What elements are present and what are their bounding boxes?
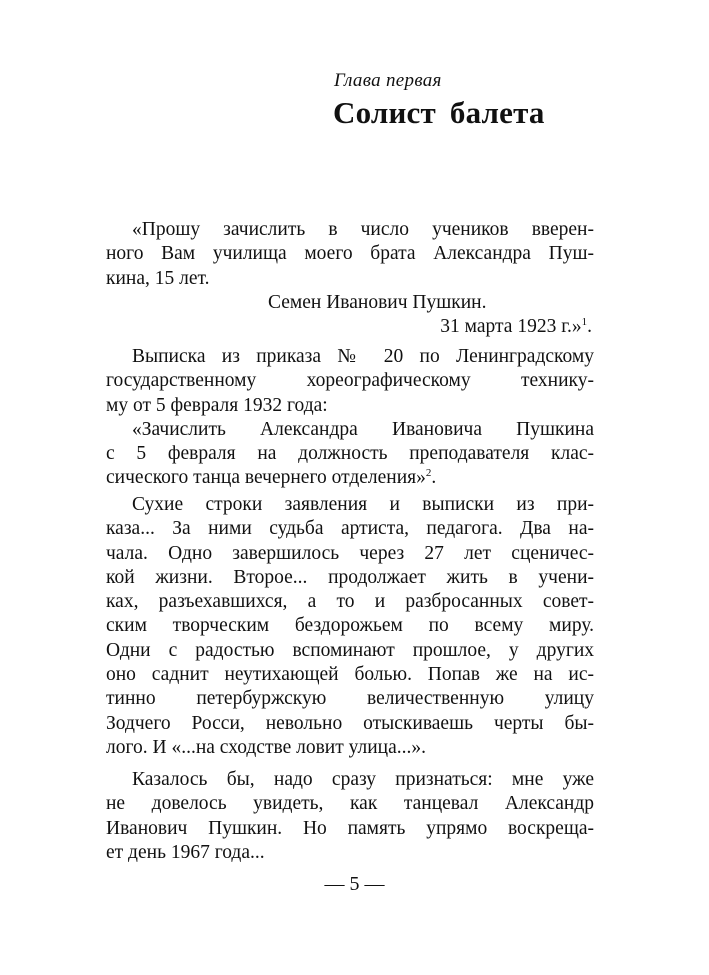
footnote-mark: 1 bbox=[581, 316, 588, 329]
signature-date-line: 31 марта 1923 г.»$^1$. bbox=[440, 316, 592, 338]
order-excerpt bbox=[106, 345, 594, 491]
text-line: тинно петербуржскую величественную улицу bbox=[106, 688, 594, 710]
text-line: «Зачислить Александра Ивановича Пушкина bbox=[132, 418, 594, 440]
text-line: ет день 1967 года... bbox=[106, 841, 265, 863]
text-line: чала. Одно завершилось через 27 лет сценичес- bbox=[106, 542, 594, 564]
text-line-with-note: сического танца вечернего отделения»$^2$. bbox=[106, 467, 437, 489]
text-line: Выписка из приказа № 20 по Ленинградскому bbox=[132, 346, 594, 367]
chapter-title: Солист балета bbox=[333, 95, 545, 130]
text-line: кой жизни. Второе... продолжает жить в учени- bbox=[106, 566, 594, 588]
text-line: ках, разъехавшихся, а то и разбросанных совет- bbox=[106, 591, 594, 613]
text-line: Казалось бы, надо сразу признаться: мне уже bbox=[132, 769, 594, 790]
signature-date: 31 марта 1923 г.» bbox=[440, 316, 582, 338]
text-line: лого. И «...на сходстве ловит улица...». bbox=[106, 736, 427, 758]
text-line: ного Вам училища моего брата Александра Пуш- bbox=[106, 243, 594, 265]
text-line: Зодчего Росси, невольно отыскиваешь черты бы- bbox=[106, 712, 594, 734]
text-line: «Прошу зачислить в число учеников вверен- bbox=[132, 219, 594, 240]
text-line: ским творческим бездорожьем по всему миру. bbox=[106, 615, 594, 637]
text-line: Иванович Пушкин. Но память упрямо воскреща- bbox=[106, 817, 594, 839]
chapter-label: Глава первая bbox=[334, 70, 442, 91]
text-line: каза... За ними судьба артиста, педагога. Два на- bbox=[106, 518, 594, 540]
text-line: не довелось увидеть, как танцевал Александр bbox=[106, 793, 594, 815]
petition-quote bbox=[106, 218, 594, 339]
body-paragraph bbox=[106, 493, 594, 760]
body-paragraph bbox=[106, 768, 594, 865]
text-line: кина, 15 лет. bbox=[106, 267, 210, 289]
text-line: с 5 февраля на должность преподавателя клас- bbox=[106, 443, 594, 465]
signature-name: Семен Иванович Пушкин. bbox=[268, 291, 487, 313]
text-line: му от 5 февраля 1932 года: bbox=[106, 394, 328, 416]
text-line: оно саднит неутихающей болью. Попав же на ис- bbox=[106, 664, 594, 686]
text-line: государственному хореографическому технику- bbox=[106, 370, 594, 392]
text-line: сического танца вечернего отделения» bbox=[106, 467, 426, 489]
text-line: Сухие строки заявления и выписки из при- bbox=[132, 494, 594, 515]
text-line: Одни с радостью вспоминают прошлое, у других bbox=[106, 639, 594, 661]
page-number: — 5 — bbox=[324, 873, 385, 895]
footnote-mark: 2 bbox=[425, 467, 432, 480]
